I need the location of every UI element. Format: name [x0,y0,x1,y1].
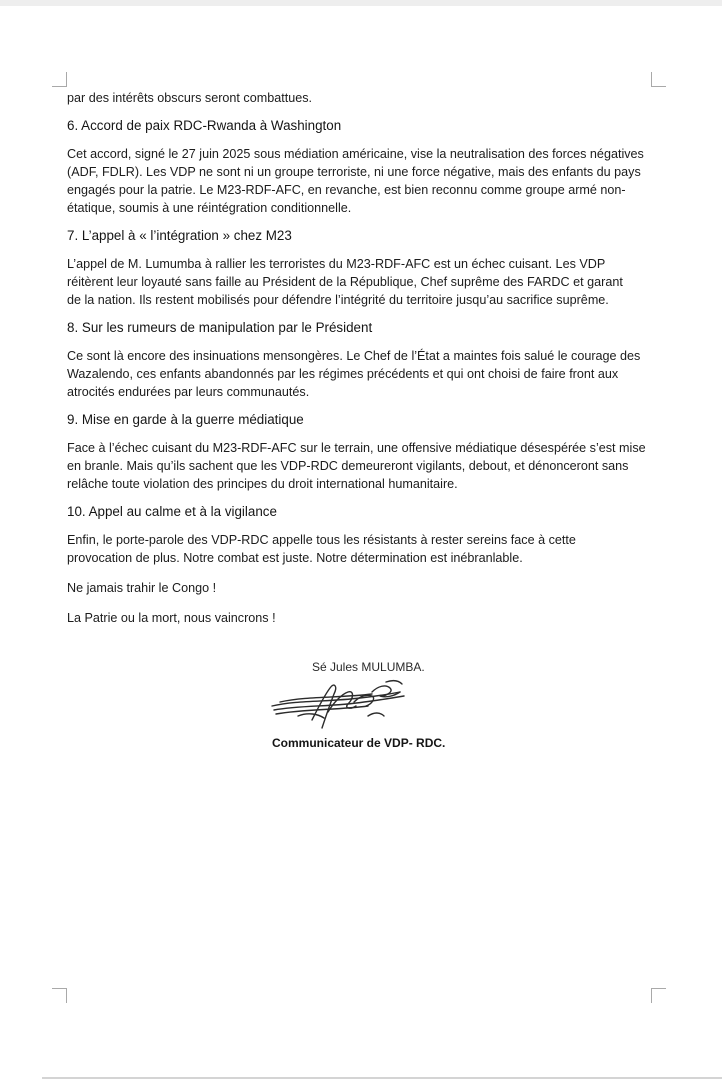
section-heading-6: 6. Accord de paix RDC-Rwanda à Washington [67,118,342,133]
page-corner-mark-bottom-right [651,988,666,1003]
signature-name: Sé Jules MULUMBA. [312,660,425,674]
document-page [67,89,652,627]
page-corner-mark-top-left [52,72,67,87]
section-heading-9: 9. Mise en garde à la guerre médiatique [67,412,304,427]
section-heading-10: 10. Appel au calme et à la vigilance [67,504,277,519]
signature-block [268,660,478,752]
signature-title: Communicateur de VDP- RDC. [272,736,446,750]
closing-line-1: Ne jamais trahir le Congo ! [67,581,217,595]
section-body-6: Cet accord, signé le 27 juin 2025 sous médiation américaine, vise la neutralisation des forces négatives (ADF, FDLR). Les VDP ne sont ni un groupe terroriste, ni une force négative, mais des enfants du pays engagés pour la patrie. Le M23-RDF-AFC, en revanche, est bien reconnu comme groupe armé non-étatique, soumis à une réintégration conditionnelle. [67,147,644,215]
bottom-edge-line [42,1077,722,1079]
top-edge-strip [0,0,722,6]
handwritten-signature-icon [268,672,428,734]
section-body-10: Enfin, le porte-parole des VDP-RDC appelle tous les résistants à rester sereins face à cette provocation de plus. Notre combat est juste. Notre détermination est inébranlable. [67,533,576,565]
section-body-8: Ce sont là encore des insinuations mensongères. Le Chef de l’État a maintes fois salué le courage des Wazalendo, ces enfants abandonnés par les régimes précédents et qui ont choisi de faire front aux atrocités endurées par leurs communautés. [67,349,641,399]
paragraph-continuation: par des intérêts obscurs seront combattues. [67,91,313,105]
page-corner-mark-bottom-left [52,988,67,1003]
section-heading-8: 8. Sur les rumeurs de manipulation par le Président [67,320,373,335]
section-body-9: Face à l’échec cuisant du M23-RDF-AFC sur le terrain, une offensive médiatique désespérée s’est mise en branle. Mais qu’ils sachent que les VDP-RDC demeureront vigilants, debout, et dénonceront sans relâche toute violation des principes du droit international humanitaire. [67,441,646,491]
section-body-7: L’appel de M. Lumumba à rallier les terroristes du M23-RDF-AFC est un échec cuisant. Les VDP réitèrent leur loyauté sans faille au Président de la République, Chef suprême des FARDC et garant de la nation. Ils restent mobilisés pour défendre l’intégrité du territoire jusqu’au sacrifice suprême. [67,257,623,307]
page-corner-mark-top-right [651,72,666,87]
closing-line-2: La Patrie ou la mort, nous vaincrons ! [67,611,276,625]
section-heading-7: 7. L’appel à « l’intégration » chez M23 [67,228,292,243]
